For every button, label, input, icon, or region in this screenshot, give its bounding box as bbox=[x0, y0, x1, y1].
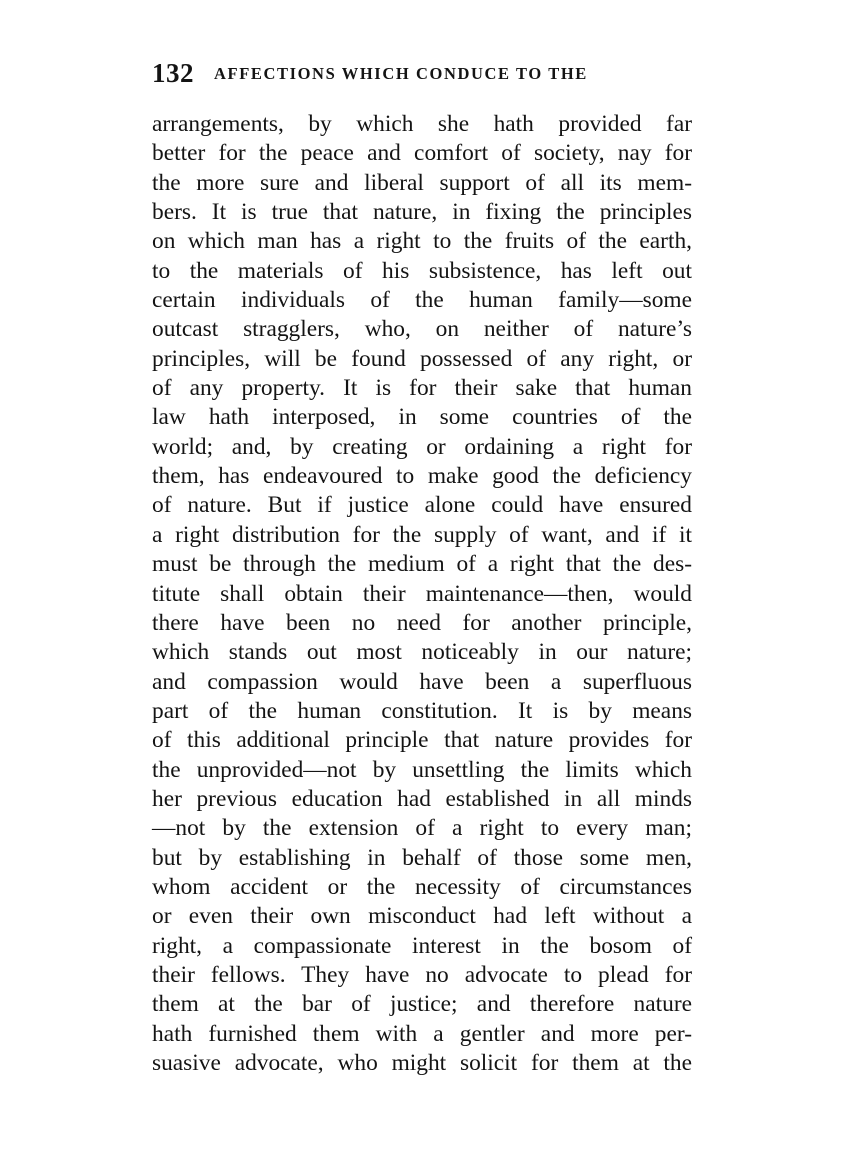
body-text bbox=[152, 110, 692, 1078]
text-line: of any property. It is for their sake that human bbox=[152, 375, 692, 402]
text-line: or even their own misconduct had left without a bbox=[152, 903, 692, 930]
text-line: suasive advocate, who might solicit for them at the bbox=[152, 1050, 692, 1076]
running-title: AFFECTIONS WHICH CONDUCE TO THE bbox=[214, 64, 588, 83]
text-line: titute shall obtain their maintenance—then, would bbox=[152, 580, 692, 607]
text-line: and compassion would have been a superfluous bbox=[152, 668, 692, 695]
running-head bbox=[152, 58, 692, 92]
text-line: whom accident or the necessity of circumstances bbox=[152, 873, 692, 900]
text-line: right, a compassionate interest in the bosom of bbox=[152, 932, 692, 959]
text-line: must be through the medium of a right that the des- bbox=[152, 551, 692, 578]
text-line: them at the bar of justice; and therefore nature bbox=[152, 991, 692, 1018]
text-line: law hath interposed, in some countries of the bbox=[152, 404, 692, 431]
text-line: of nature. But if justice alone could have ensured bbox=[152, 492, 692, 519]
text-line: there have been no need for another principle, bbox=[152, 609, 692, 636]
text-line: their fellows. They have no advocate to plead for bbox=[152, 961, 692, 988]
text-line: the more sure and liberal support of all its mem- bbox=[152, 169, 692, 196]
text-line: principles, will be found possessed of any right, or bbox=[152, 345, 692, 372]
text-line: bers. It is true that nature, in fixing the principles bbox=[152, 199, 692, 226]
text-line: better for the peace and comfort of society, nay for bbox=[152, 140, 692, 167]
text-line: the unprovided—not by unsettling the limits which bbox=[152, 756, 692, 783]
text-line: hath furnished them with a gentler and more per- bbox=[152, 1020, 692, 1047]
text-line: them, has endeavoured to make good the deficiency bbox=[152, 463, 692, 490]
text-line: a right distribution for the supply of want, and if it bbox=[152, 521, 692, 548]
text-line: part of the human constitution. It is by means bbox=[152, 697, 692, 724]
text-line: outcast stragglers, who, on neither of nature’s bbox=[152, 316, 692, 343]
text-line: to the materials of his subsistence, has left out bbox=[152, 257, 692, 284]
page-number: 132 bbox=[152, 58, 194, 88]
text-line: certain individuals of the human family—some bbox=[152, 287, 692, 314]
text-line: —not by the extension of a right to every man; bbox=[152, 815, 692, 842]
text-line: world; and, by creating or ordaining a right for bbox=[152, 433, 692, 460]
text-line: on which man has a right to the fruits of the earth, bbox=[152, 228, 692, 255]
text-line: arrangements, by which she hath provided far bbox=[152, 111, 692, 137]
text-line: but by establishing in behalf of those some men, bbox=[152, 844, 692, 871]
text-line: her previous education had established in all minds bbox=[152, 785, 692, 812]
text-line: which stands out most noticeably in our nature; bbox=[152, 639, 692, 666]
text-line: of this additional principle that nature provides for bbox=[152, 727, 692, 754]
